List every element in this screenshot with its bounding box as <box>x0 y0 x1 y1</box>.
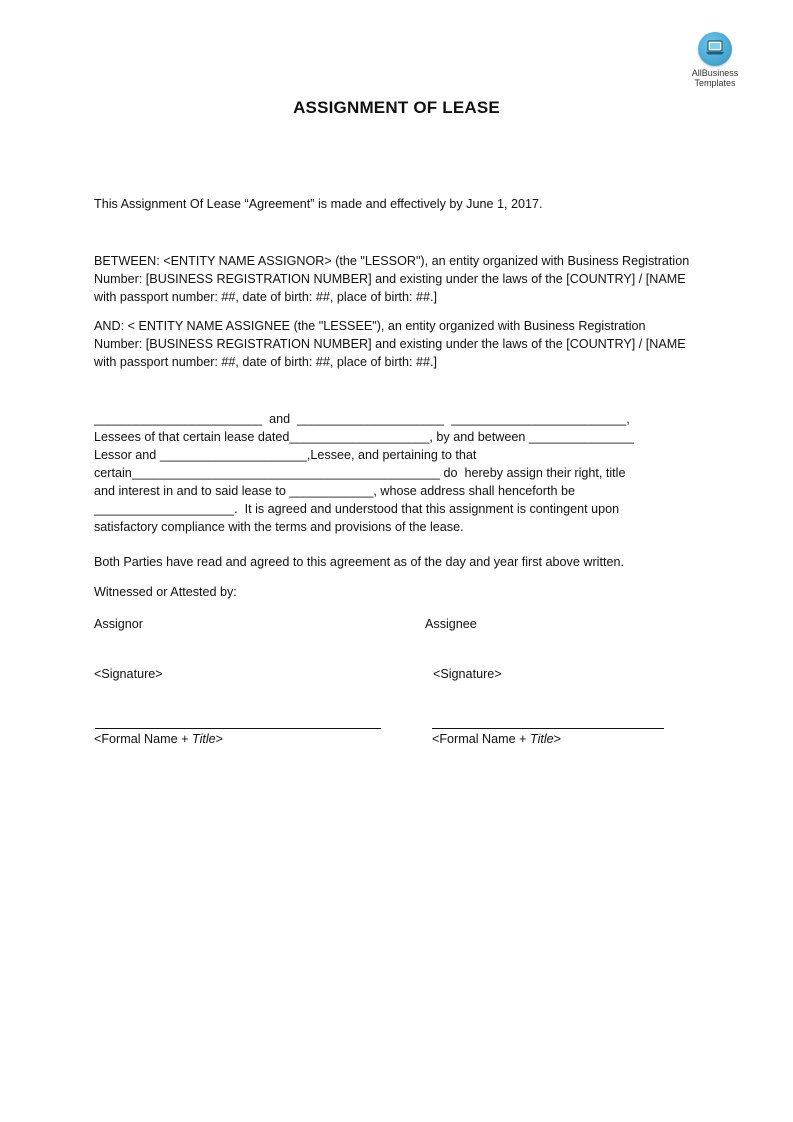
laptop-icon <box>698 32 732 66</box>
assignment-line-4: certain____________________________________________ do hereby assign their right, title <box>94 466 626 480</box>
assignee-heading: Assignee <box>425 617 477 631</box>
assignment-line-3: Lessor and _____________________,Lessee, and pertaining to that <box>94 448 477 462</box>
assignee-signature-placeholder: <Signature> <box>433 667 502 681</box>
assignor-heading: Assignor <box>94 617 143 631</box>
and-line-2: Number: [BUSINESS REGISTRATION NUMBER] and existing under the laws of the [COUNTRY] / [NAME <box>94 337 686 351</box>
assignor-name-suffix: > <box>215 732 224 746</box>
assignor-name-prefix: <Formal Name + <box>94 732 192 746</box>
assignee-name-prefix: <Formal Name + <box>432 732 530 746</box>
assignee-signature-line <box>432 728 664 729</box>
assignment-line-6: ____________________. It is agreed and understood that this assignment is contingent upon <box>94 502 620 516</box>
assignee-formal-name <box>432 730 561 748</box>
between-paragraph <box>94 252 699 306</box>
between-line-1: BETWEEN: <ENTITY NAME ASSIGNOR> (the "LESSOR"), an entity organized with Business Registration <box>94 254 690 268</box>
assignee-name-title: Title <box>529 732 554 746</box>
witnessed-label: Witnessed or Attested by: <box>94 585 237 599</box>
between-line-3: with passport number: ##, date of birth: ##, place of birth: ##.] <box>94 290 438 304</box>
logo-text-line2: Templates <box>694 78 736 88</box>
and-paragraph <box>94 317 699 371</box>
logo-text-line1: AllBusiness <box>691 68 739 78</box>
assignment-line-2: Lessees of that certain lease dated____________________, by and between _______________ <box>94 430 634 444</box>
and-line-1: AND: < ENTITY NAME ASSIGNEE (the "LESSEE"), an entity organized with Business Registration <box>94 319 646 333</box>
assignor-signature-placeholder: <Signature> <box>94 667 163 681</box>
intro-paragraph: This Assignment Of Lease “Agreement” is made and effectively by June 1, 2017. <box>94 197 543 211</box>
assignment-line-5: and interest in and to said lease to ____________, whose address shall henceforth be <box>94 484 576 498</box>
assignment-line-7: satisfactory compliance with the terms and provisions of the lease. <box>94 520 464 534</box>
document-title: ASSIGNMENT OF LEASE <box>293 98 500 117</box>
assignee-name-suffix: > <box>553 732 562 746</box>
assignor-formal-name <box>94 730 223 748</box>
and-line-3: with passport number: ##, date of birth: ##, place of birth: ##.] <box>94 355 438 369</box>
both-parties-paragraph: Both Parties have read and agreed to this agreement as of the day and year first above written. <box>94 555 624 569</box>
assignor-name-title: Title <box>191 732 216 746</box>
assignment-paragraph <box>94 410 699 536</box>
assignment-line-1: ________________________ and _____________________ _________________________, <box>94 412 630 426</box>
between-line-2: Number: [BUSINESS REGISTRATION NUMBER] and existing under the laws of the [COUNTRY] / [NAME <box>94 272 686 286</box>
assignor-signature-line <box>95 728 381 729</box>
allbusiness-logo <box>683 32 747 88</box>
